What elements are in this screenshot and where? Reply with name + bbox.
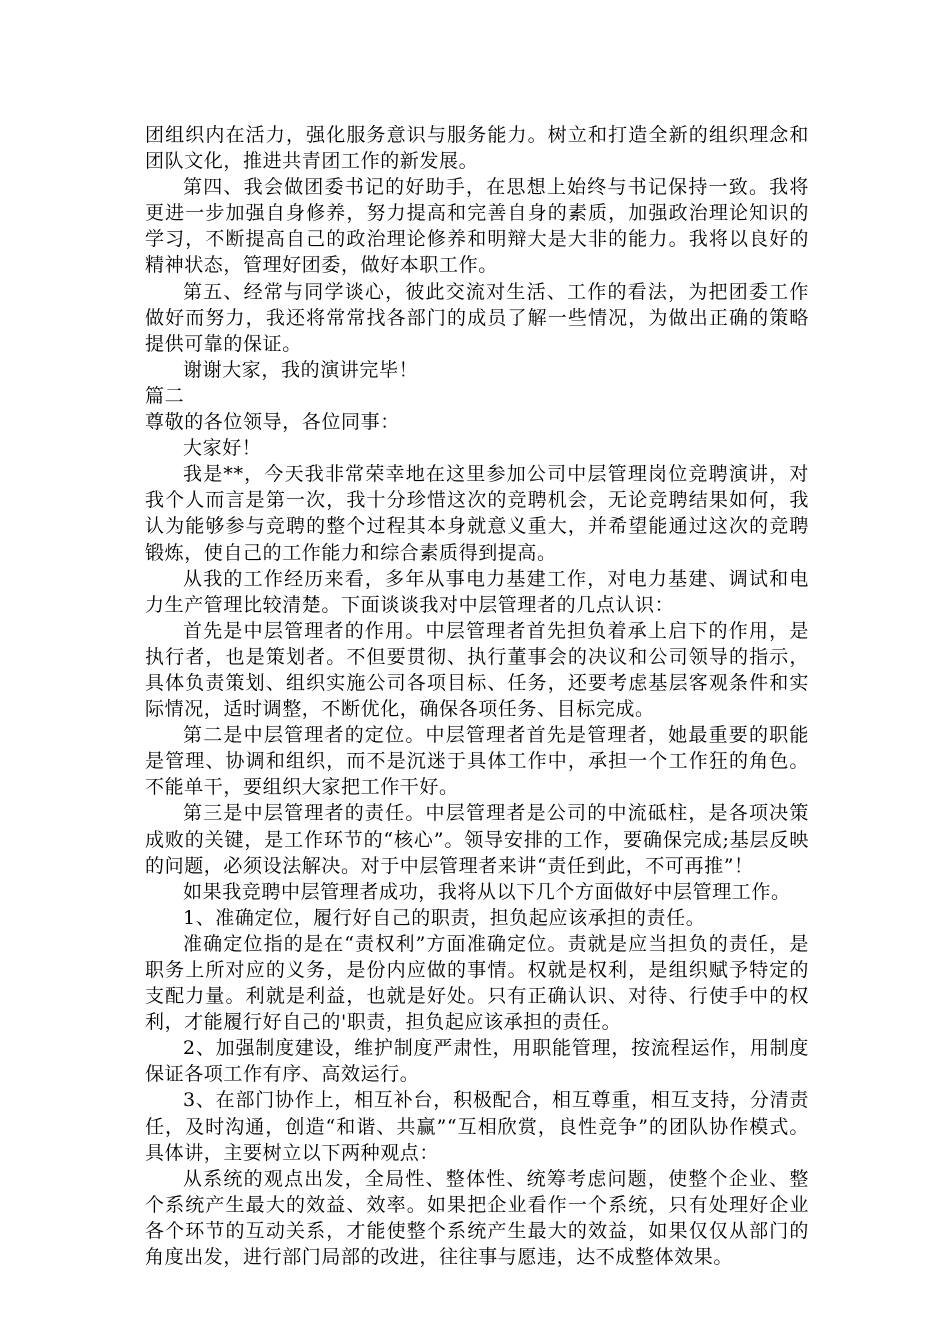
paragraph-16: 2、加强制度建设，维护制度严肃性，用职能管理，按流程运作，用制度保证各项工作有序、高效运行。 <box>145 1037 809 1086</box>
paragraph-9: 从我的工作经历来看，多年从事电力基建工作，对电力基建、调试和电力生产管理比较清楚。下面谈谈我对中层管理者的几点认识： <box>145 567 809 616</box>
paragraph-13: 如果我竞聘中层管理者成功，我将从以下几个方面做好中层管理工作。 <box>183 880 791 903</box>
greeting: 大家好！ <box>183 437 262 460</box>
paragraph-12: 第三是中层管理者的责任。中层管理者是公司的中流砥柱，是各项决策成败的关键，是工作环节的“核心”。领导安排的工作，要确保完成;基层反映的问题，必须设法解决。对于中层管理者来讲“责任到此，不可再推”！ <box>145 802 809 877</box>
paragraph-2: 第四、我会做团委书记的好助手，在思想上始终与书记保持一致。我将更进一步加强自身修养，努力提高和完善自身的素质，加强政治理论知识的学习，不断提高自己的政治理论修养和明辩大是大非的能力。我将以良好的精神状态，管理好团委，做好本职工作。 <box>145 176 809 277</box>
paragraph-17: 3、在部门协作上，相互补台，积极配合，相互尊重，相互支持，分清责任，及时沟通，创造“和谐、共赢”“互相欣赏，良性竞争”的团队协作模式。具体讲，主要树立以下两种观点： <box>145 1089 809 1164</box>
paragraph-18: 从系统的观点出发，全局性、整体性、统筹考虑问题，使整个企业、整个系统产生最大的效益、效率。如果把企业看作一个系统，只有处理好企业各个环节的互动关系，才能使整个系统产生最大的效益，如果仅仅从部门的角度出发，进行部门局部的改进，往往事与愿违，达不成整体效果。 <box>145 1167 809 1269</box>
salutation: 尊敬的各位领导，各位同事： <box>145 411 400 434</box>
paragraph-4: 谢谢大家，我的演讲完毕！ <box>183 358 419 381</box>
paragraph-10: 首先是中层管理者的作用。中层管理者首先担负着承上启下的作用，是执行者，也是策划者。不但要贯彻、执行董事会的决议和公司领导的指示，具体负责策划、组织实施公司各项目标、任务，还要考虑基层客观条件和实际情况，适时调整，不断优化，确保各项任务、目标完成。 <box>145 619 809 721</box>
paragraph-14: 1、准确定位，履行好自己的职责，担负起应该承担的责任。 <box>183 906 706 929</box>
section-heading: 篇二 <box>145 384 185 407</box>
paragraph-11: 第二是中层管理者的定位。中层管理者首先是管理者，她最重要的职能是管理、协调和组织，而不是沉迷于具体工作中，承担一个工作狂的角色。不能单干，要组织大家把工作干好。 <box>145 724 809 799</box>
document-body <box>145 122 809 1270</box>
paragraph-15: 准确定位指的是在“责权利”方面准确定位。责就是应当担负的责任，是职务上所对应的义务，是份内应做的事情。权就是权利，是组织赋予特定的支配力量。利就是利益，也就是好处。只有正确认识、对待、行使手中的权利，才能履行好自己的'职责，担负起应该承担的责任。 <box>145 932 809 1034</box>
paragraph-1: 团组织内在活力，强化服务意识与服务能力。树立和打造全新的组织理念和团队文化，推进共青团工作的新发展。 <box>145 124 809 173</box>
paragraph-8: 我是**，今天我非常荣幸地在这里参加公司中层管理岗位竞聘演讲，对我个人而言是第一次，我十分珍惜这次的竞聘机会，无论竞聘结果如何，我认为能够参与竞聘的整个过程其本身就意义重大，并希望能通过这次的竞聘锻炼，使自己的工作能力和综合素质得到提高。 <box>145 463 809 564</box>
paragraph-3: 第五、经常与同学谈心，彼此交流对生活、工作的看法，为把团委工作做好而努力，我还将常常找各部门的成员了解一些情况，为做出正确的策略提供可靠的保证。 <box>145 280 809 355</box>
